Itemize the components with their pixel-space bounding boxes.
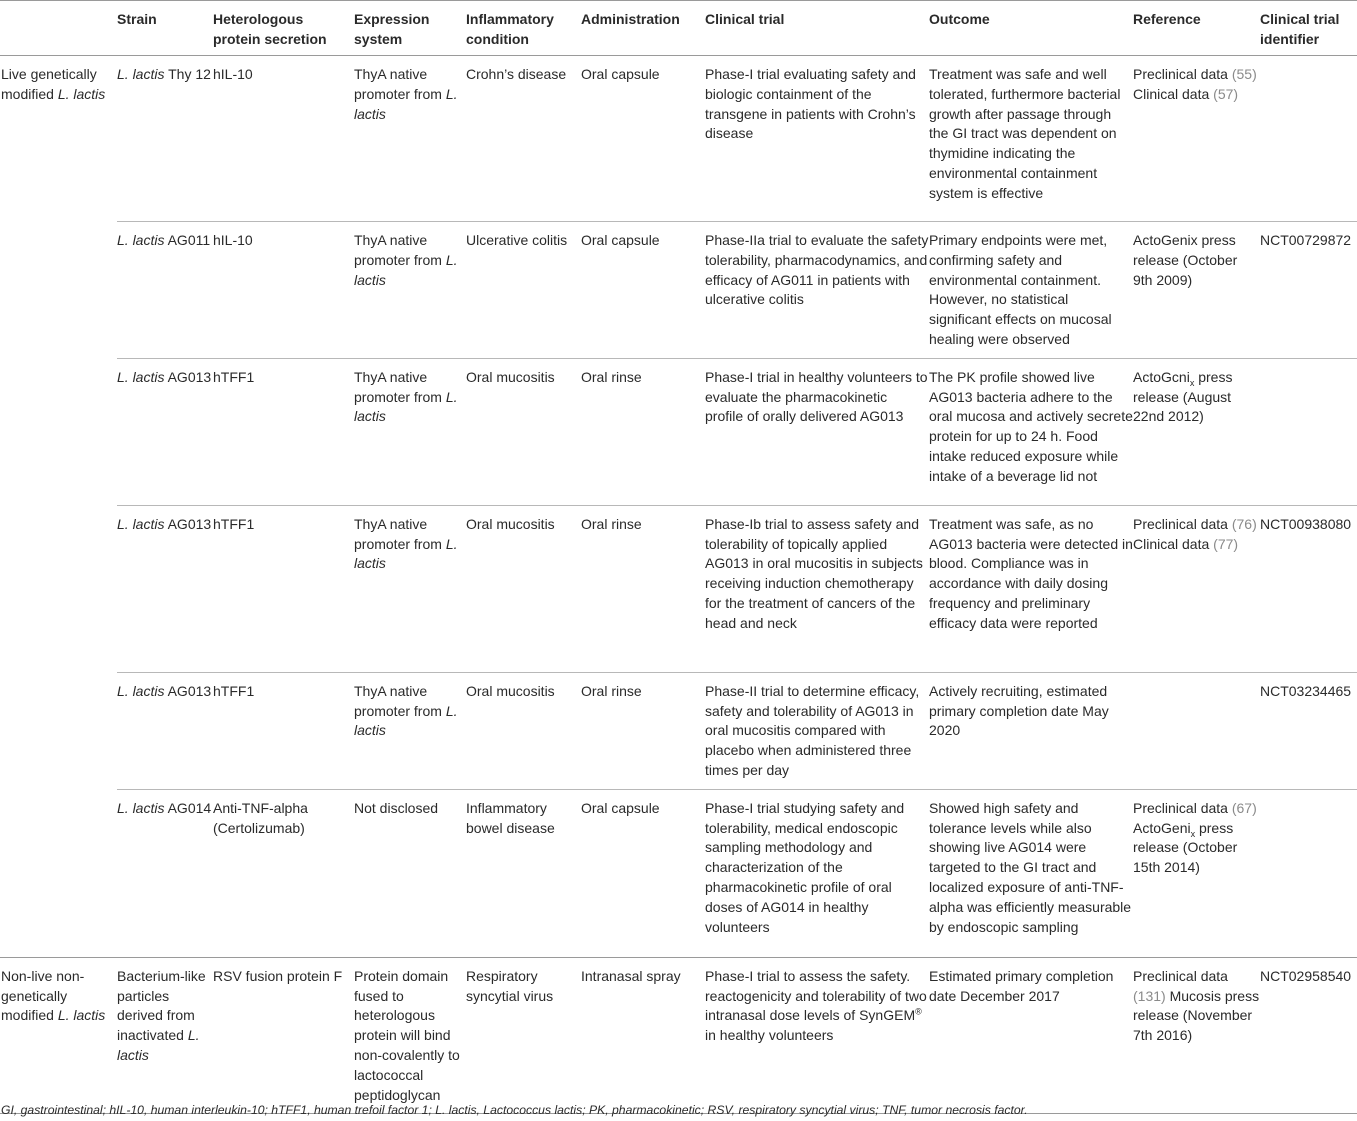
expression-italic: L. lactis <box>354 535 458 572</box>
ref-text: Preclinical data <box>1133 799 1228 816</box>
expression-italic: L. lactis <box>354 85 458 122</box>
reference-cell <box>1133 358 1260 505</box>
reference-cell <box>1133 505 1260 672</box>
administration-cell: Oral capsule <box>581 222 705 359</box>
table-row <box>0 222 1357 359</box>
strain-cell <box>117 789 213 957</box>
table-row <box>0 789 1357 957</box>
ref-text: press release (October 15th 2014) <box>1133 819 1238 876</box>
strain-cell <box>117 672 213 789</box>
table-row <box>0 358 1357 505</box>
ref-number: 57 <box>1217 85 1234 102</box>
reference-cell <box>1133 789 1260 957</box>
strain-name: Thy 12 <box>168 66 211 82</box>
trial-cell: Phase-IIa trial to evaluate the safety tolerability, pharmacodynamics, and efficacy of AG011 in patients with ulcerative colitis <box>705 222 929 359</box>
reference-cell: ActoGenix press release (October 9th 2009) <box>1133 222 1260 359</box>
identifier-cell <box>1260 789 1357 957</box>
protein-cell: hTFF1 <box>213 672 354 789</box>
strain-cell <box>117 505 213 672</box>
strain-italic: L. lactis <box>117 66 165 82</box>
condition-cell: Inflammatory bowel disease <box>466 789 581 957</box>
strain-italic: L. lactis <box>117 1027 200 1063</box>
protein-cell: hIL-10 <box>213 222 354 359</box>
trial-text: in healthy volunteers <box>705 1027 834 1044</box>
strain-cell <box>117 222 213 359</box>
trial-cell: Phase-I trial studying safety and tolerability, medical endoscopic sampling methodology and characterization of the pharmacokinetic profile of oral doses of AG014 in healthy volunteers <box>705 789 929 957</box>
outcome-cell: Primary endpoints were met, confirming safety and environmental containment. However, no statistical significant effects on mucosal healing were observed <box>929 222 1133 359</box>
header-row <box>0 1 1357 56</box>
expression-cell <box>354 672 466 789</box>
identifier-cell: NCT03234465 <box>1260 672 1357 789</box>
strain-italic: L. lactis <box>117 799 165 816</box>
ref-number: 77 <box>1217 535 1234 552</box>
ref-text: press release (August 22nd 2012) <box>1133 368 1233 425</box>
strain-cell <box>117 56 213 222</box>
strain-name: AG013 <box>167 368 212 385</box>
administration-cell: Oral rinse <box>581 672 705 789</box>
protein-cell: hTFF1 <box>213 358 354 505</box>
identifier-cell: NCT00729872 <box>1260 222 1357 359</box>
reference-cell <box>1133 672 1260 789</box>
strain-cell <box>117 358 213 505</box>
ref-text: Preclinical data <box>1133 66 1228 82</box>
ref-link[interactable]: (57) <box>1213 85 1239 102</box>
ref-number: 55 <box>1236 66 1253 82</box>
expression-italic: L. lactis <box>354 388 458 425</box>
condition-cell: Oral mucositis <box>466 505 581 672</box>
group-label-italic: L. lactis <box>57 85 106 102</box>
table-row <box>0 672 1357 789</box>
administration-cell: Oral capsule <box>581 66 660 82</box>
expression-cell <box>354 222 466 359</box>
strain-name: AG013 <box>167 682 212 699</box>
strain-cell <box>117 957 213 1114</box>
strain-name: AG011 <box>167 232 211 248</box>
header-protein: Heterologous protein secretion <box>213 1 354 56</box>
group-label-italic: L. lactis <box>57 1007 106 1024</box>
identifier-cell: NCT02958540 <box>1260 957 1357 1114</box>
group-label-live: Live genetically modified L. lactis <box>1 66 106 102</box>
strain-name: AG013 <box>167 515 212 532</box>
group-label-nonlive: Non-live non-genetically modified L. lactis <box>0 957 117 1114</box>
ref-link[interactable]: (67) <box>1231 799 1257 816</box>
protein-cell: hTFF1 <box>213 505 354 672</box>
trial-text: Phase-I trial to assess the safety. reactogenicity and tolerability of two intranasal dose levels of SynGEM <box>705 967 927 1024</box>
outcome-cell: The PK profile showed live AG013 bacteria adhere to the oral mucosa and actively secrete protein for up to 24 h. Food intake reduced exposure while intake of a beverage lid not <box>929 358 1133 505</box>
trial-cell <box>705 957 929 1114</box>
administration-cell: Oral rinse <box>581 358 705 505</box>
identifier-cell: NCT00938080 <box>1260 505 1357 672</box>
condition-cell: Respiratory syncytial virus <box>466 957 581 1114</box>
protein-cell: Anti-TNF-alpha (Certolizumab) <box>213 789 354 957</box>
protein-cell: RSV fusion protein F <box>213 957 354 1114</box>
expression-cell <box>354 358 466 505</box>
ref-link[interactable]: (131) <box>1133 987 1166 1004</box>
reference-cell <box>1133 56 1260 222</box>
ref-number: 131 <box>1137 987 1162 1004</box>
expression-italic: L. lactis <box>354 251 458 288</box>
expression-cell <box>354 505 466 672</box>
expression-italic: L. lactis <box>354 702 458 739</box>
reference-cell <box>1133 957 1260 1114</box>
ref-text: ActoGcni <box>1133 368 1190 385</box>
trial-cell: Phase-Ib trial to assess safety and tolerability of topically applied AG013 in oral mucositis in subjects receiving induction chemotherapy for the treatment of cancers of the head and neck <box>705 505 929 672</box>
administration-cell: Oral rinse <box>581 505 705 672</box>
administration-cell: Intranasal spray <box>581 957 705 1114</box>
strain-italic: L. lactis <box>117 515 165 532</box>
administration-cell: Oral capsule <box>581 789 705 957</box>
header-condition: Inflammatory condition <box>466 1 581 56</box>
protein-cell: hIL-10 <box>213 66 253 82</box>
outcome-cell: Showed high safety and tolerance levels while also showing live AG014 were targeted to the GI tract and localized exposure of anti-TNF-alpha was efficiently measurable by endoscopic sampling <box>929 789 1133 957</box>
expression-cell: Protein domain fused to heterologous protein will bind non-covalently to lactococcal peptidoglycan <box>354 957 466 1114</box>
ref-subscript: x <box>1189 377 1195 388</box>
ref-text: Preclinical data <box>1133 967 1228 984</box>
strain-name: AG014 <box>167 799 212 816</box>
ref-link[interactable]: (55) <box>1231 66 1257 82</box>
table-row <box>0 56 1357 222</box>
header-identifier: Clinical trial identifier <box>1260 1 1357 56</box>
ref-link[interactable]: (77) <box>1213 535 1239 552</box>
condition-cell: Oral mucositis <box>466 358 581 505</box>
ref-number: 76 <box>1236 515 1253 532</box>
header-expression: Expression system <box>354 1 466 56</box>
ref-text: Mucosis press release (November 7th 2016) <box>1133 987 1260 1044</box>
identifier-cell <box>1260 358 1357 505</box>
outcome-cell: Treatment was safe, as no AG013 bacteria were detected in blood. Compliance was in accordance with daily dosing frequency and preliminary efficacy data were reported <box>929 505 1133 672</box>
condition-cell: Ulcerative colitis <box>466 222 581 359</box>
strain-italic: L. lactis <box>117 232 165 248</box>
expression-text: ThyA native promoter from <box>354 66 442 102</box>
trial-cell: Phase-I trial in healthy volunteers to evaluate the pharmacokinetic profile of orally delivered AG013 <box>705 358 929 505</box>
trial-cell: Phase-II trial to determine efficacy, safety and tolerability of AG013 in oral mucositis compared with placebo when administered three times per day <box>705 672 929 789</box>
ref-text: Preclinical data <box>1133 515 1228 532</box>
registered-mark: ® <box>915 1006 922 1017</box>
header-administration: Administration <box>581 1 705 56</box>
expression-cell: Not disclosed <box>354 789 466 957</box>
trial-cell: Phase-I trial evaluating safety and biologic containment of the transgene in patients with Crohn’s disease <box>705 66 916 142</box>
expression-cell <box>354 56 466 222</box>
table-row <box>0 505 1357 672</box>
expression-text: ThyA native promoter from <box>354 232 442 268</box>
header-reference: Reference <box>1133 1 1260 56</box>
header-outcome: Outcome <box>929 1 1133 56</box>
strain-italic: L. lactis <box>117 682 165 699</box>
strain-italic: L. lactis <box>117 368 165 385</box>
ref-text: Clinical data <box>1133 85 1210 102</box>
identifier-cell <box>1260 56 1357 222</box>
table-row <box>0 957 1357 1114</box>
header-clinical-trial: Clinical trial <box>705 1 929 56</box>
expression-text: ThyA native promoter from <box>354 515 442 552</box>
expression-text: ThyA native promoter from <box>354 682 442 719</box>
table-footnote: GI, gastrointestinal; hIL-10, human interleukin-10; hTFF1, human trefoil factor 1; L. lactis, Lactococcus lactis; PK, pharmacokinetic; RSV, respiratory syncytial virus; TNF, tumor necrosis factor. <box>1 1103 1028 1117</box>
condition-cell: Oral mucositis <box>466 672 581 789</box>
ref-subscript: x <box>1190 828 1196 839</box>
outcome-cell: Actively recruiting, estimated primary completion date May 2020 <box>929 672 1133 789</box>
condition-cell: Crohn’s disease <box>466 66 567 82</box>
ref-link[interactable]: (76) <box>1231 515 1257 532</box>
ref-text: Clinical data <box>1133 535 1210 552</box>
outcome-cell: Treatment was safe and well tolerated, furthermore bacterial growth after passage through the GI tract was dependent on thymidine indicating the environmental containment system is effective <box>929 66 1121 201</box>
outcome-cell: Estimated primary completion date December 2017 <box>929 957 1133 1114</box>
expression-text: ThyA native promoter from <box>354 368 442 405</box>
header-group <box>0 1 117 56</box>
header-strain: Strain <box>117 1 213 56</box>
ref-number: 67 <box>1236 799 1253 816</box>
ref-text: ActoGeni <box>1133 819 1191 836</box>
strain-text: Bacterium-like particles derived from inactivated <box>117 967 206 1044</box>
